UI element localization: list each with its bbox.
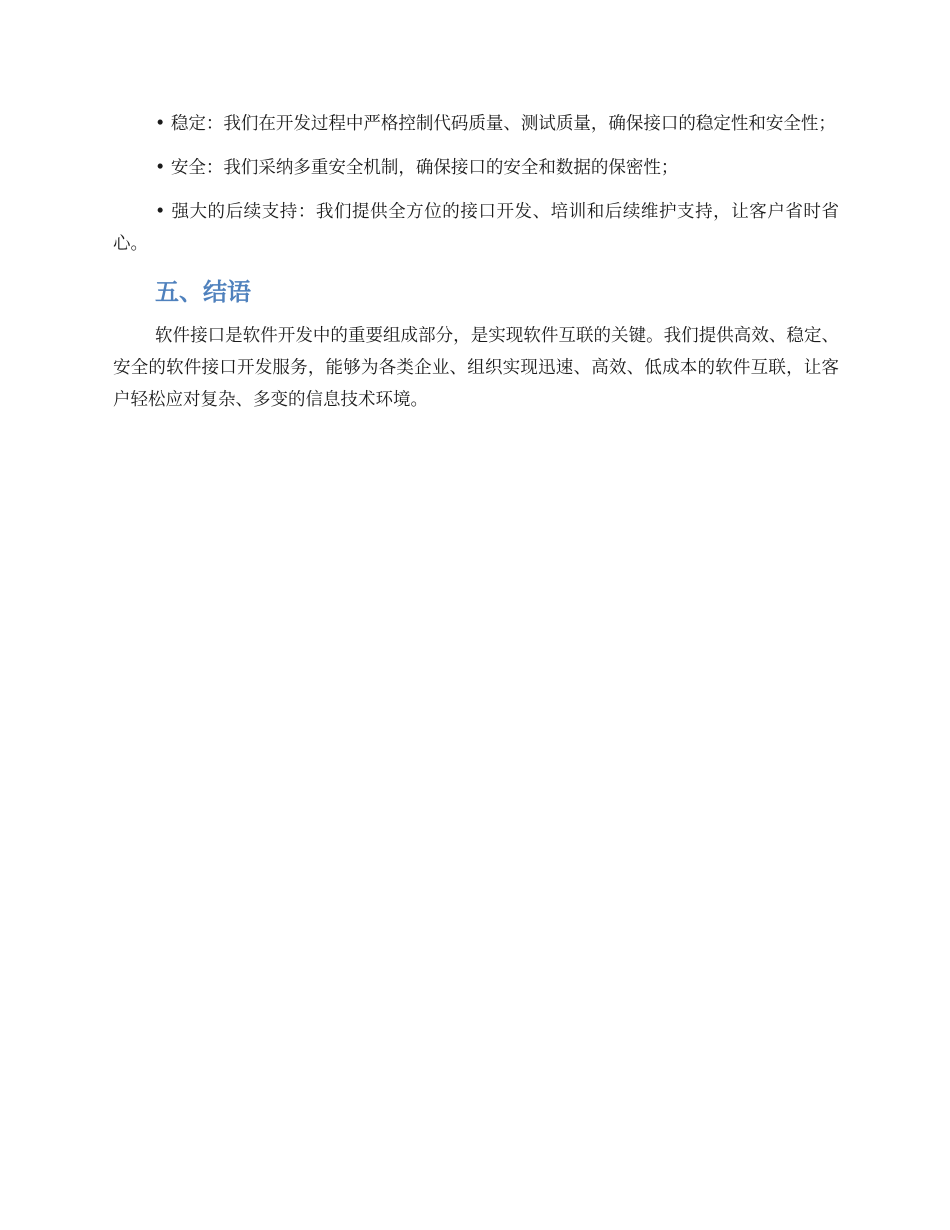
bullet-security: • 安全：我们采纳多重安全机制，确保接口的安全和数据的保密性； <box>155 158 679 178</box>
bullet-support: • 强大的后续支持：我们提供全方位的接口开发、培训和后续维护支持，让客户省时省心。 <box>113 202 839 254</box>
document-content <box>113 108 839 428</box>
conclusion-paragraph: 软件接口是软件开发中的重要组成部分，是实现软件互联的关键。我们提供高效、稳定、安全的软件接口开发服务，能够为各类企业、组织实现迅速、高效、低成本的软件互联，让客户轻松应对复杂、多变的信息技术环境。 <box>113 326 839 410</box>
bullet-stability: • 稳定：我们在开发过程中严格控制代码质量、测试质量，确保接口的稳定性和安全性； <box>155 114 836 134</box>
section-heading-conclusion: 五、结语 <box>155 278 251 306</box>
